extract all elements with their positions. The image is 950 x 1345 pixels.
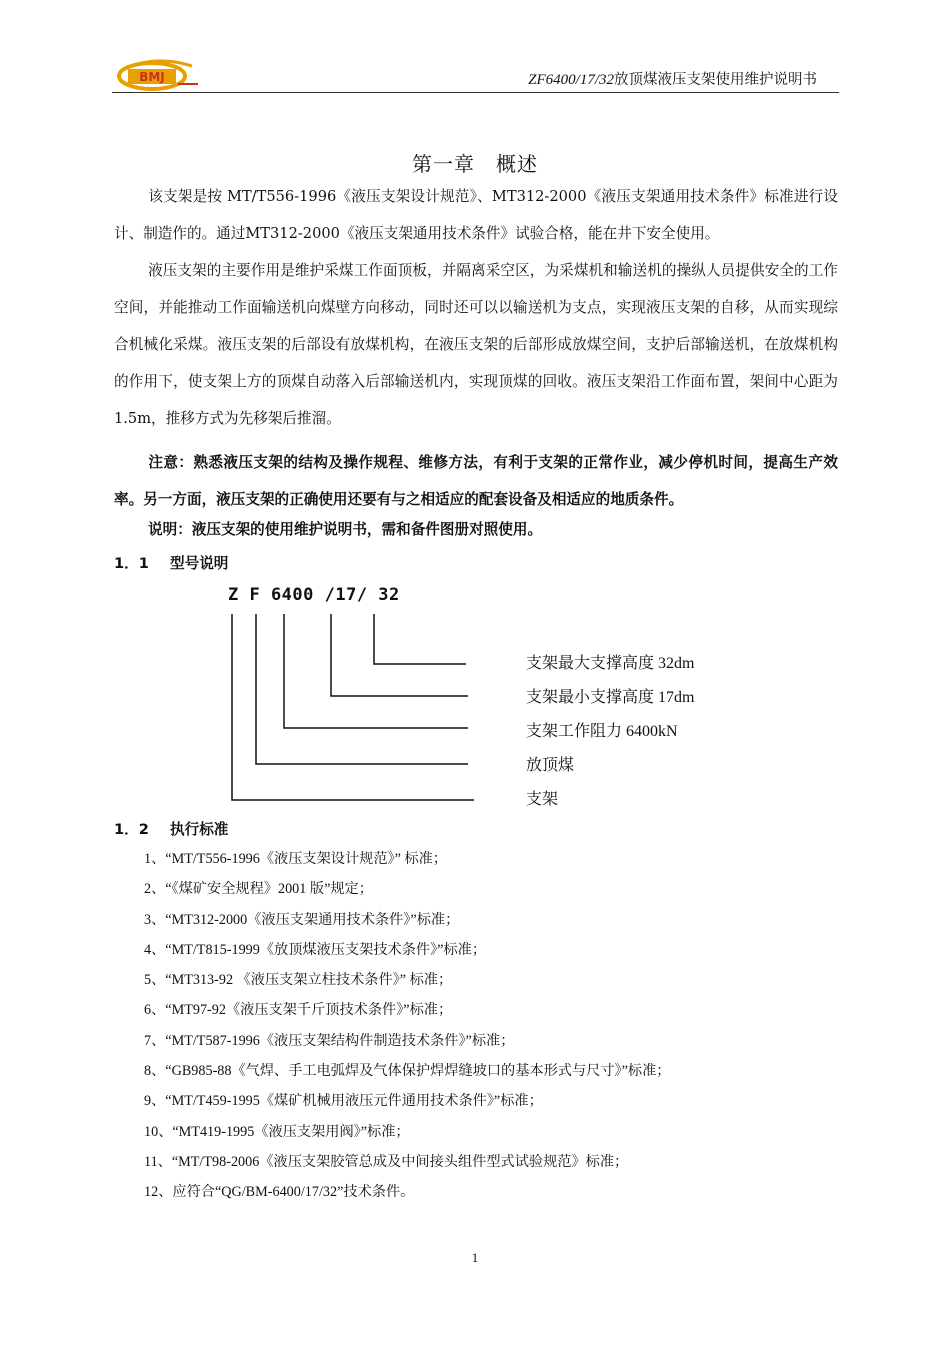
page-number: 1: [471, 1250, 479, 1265]
standard-item: 12、应符合“QG/BM-6400/17/32”技术条件。: [144, 1184, 415, 1200]
standard-item: 8、“GB985-88《气焊、手工电弧焊及气体保护焊焊缝坡口的基本形式与尺寸》”标准；: [144, 1063, 671, 1079]
label-top-coal: 放顶煤: [526, 757, 575, 774]
function-paragraph-text: 液压支架的主要作用是维护采煤工作面顶板，并隔离采空区，为采煤机和输送机的操纵人员提供安全的工作空间，并能推动工作面输送机向煤壁方向移动，同时还可以以输送机为支点，实现液压支架的自移，从而实现综合机械化采煤。液压支架的后部设有放煤机构，在液压支架的后部形成放煤空间，支护后部输送机，在放煤机构的作用下，使支架上方的顶煤自动落入后部输送机内，实现顶煤的回收。液压支架沿工作面布置，架间中心距为 1.5m，推移方式为先移架后推溜。: [114, 262, 838, 427]
intro-paragraph-text: 该支架是按 MT/T556-1996《液压支架设计规范》、MT312-2000《液压支架通用技术条件》标准进行设计、制造作的。通过MT312-2000《液压支架通用技术条件》试验合格，能在井下安全使用。: [114, 188, 838, 242]
standard-item: 10、“MT419-1995《液压支架用阀》”标准；: [144, 1124, 410, 1140]
diagram-line-max-height: [374, 614, 466, 664]
document-model: ZF6400/17/32: [528, 72, 614, 88]
diagram-line-top-coal: [256, 614, 468, 764]
section-number: 1．1: [114, 555, 149, 572]
diagram-line-min-height: [331, 614, 468, 696]
standard-item: 7、“MT/T587-1996《液压支架结构件制造技术条件》”标准；: [144, 1033, 515, 1049]
section-title: 执行标准: [170, 821, 229, 838]
diagram-line-resistance: [284, 614, 468, 728]
standard-item: 3、“MT312-2000《液压支架通用技术条件》”标准；: [144, 912, 460, 928]
standard-item: 1、“MT/T556-1996《液压支架设计规范》” 标准；: [144, 851, 448, 867]
standard-item: 2、“《煤矿安全规程》2001 版”规定；: [144, 881, 373, 897]
label-support: 支架: [526, 791, 559, 808]
section-heading-standards: [114, 818, 228, 839]
label-max-height: 支架最大支撑高度 32dm: [526, 655, 695, 672]
standard-item: 6、“MT97-92《液压支架千斤顶技术条件》”标准；: [144, 1002, 453, 1018]
document-title-text: 放顶煤液压支架使用维护说明书: [614, 72, 817, 88]
standard-item: 5、“MT313-92 《液压支架立柱技术条件》” 标准；: [144, 972, 453, 988]
label-min-height: 支架最小支撑高度 17dm: [526, 689, 695, 706]
attention-note-text: 注意：熟悉液压支架的结构及操作规程、维修方法，有利于支架的正常作业，减少停机时间，提高生产效率。另一方面，液压支架的正确使用还要有与之相适应的配套设备及相适应的地质条件。: [114, 454, 838, 508]
diagram-line-support: [232, 614, 474, 800]
standard-item: 9、“MT/T459-1995《煤矿机械用液压元件通用技术条件》”标准；: [144, 1093, 543, 1109]
section-title: 型号说明: [170, 555, 229, 572]
chapter-title: 第一章 概述: [412, 152, 538, 176]
section-number: 1．2: [114, 821, 149, 838]
standard-item: 4、“MT/T815-1999《放顶煤液压支架技术条件》”标准；: [144, 942, 487, 958]
logo-text: BMJ: [139, 70, 165, 84]
model-code: Z F 6400 /17/ 32: [228, 585, 400, 605]
label-resistance: 支架工作阻力 6400kN: [526, 723, 678, 740]
standard-item: 11、“MT/T98-2006《液压支架胶管总成及中间接头组件型式试验规范》标准；: [144, 1154, 629, 1170]
explanation-note-text: 说明：液压支架的使用维护说明书，需和备件图册对照使用。: [148, 521, 543, 538]
